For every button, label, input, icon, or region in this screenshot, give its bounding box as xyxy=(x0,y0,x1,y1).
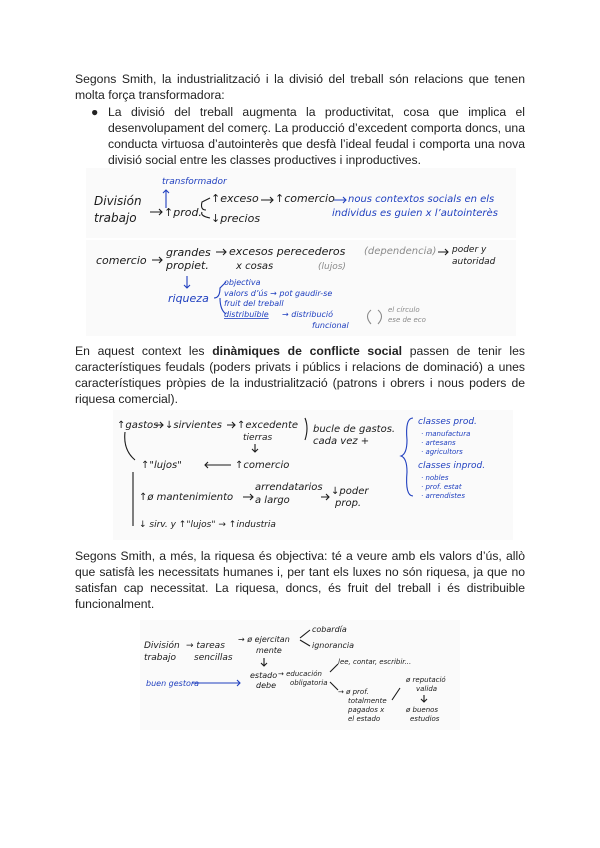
note4-buenos: ø buenos xyxy=(406,706,439,714)
note-poder: poder y xyxy=(452,245,487,255)
note-grandes: grandes xyxy=(166,246,211,259)
note4-sencillas: sencillas xyxy=(194,653,233,663)
note-cosas: x cosas xyxy=(236,261,274,272)
note-eco: ese de eco xyxy=(388,316,426,324)
note-agricultors: · agricultors xyxy=(421,448,463,456)
conflict-text-start: En aquest context les xyxy=(75,344,213,358)
note4-obligatoria: obligatoria xyxy=(290,679,328,687)
note-funcional: funcional xyxy=(312,321,349,330)
note-comercio-2: comercio xyxy=(96,254,147,267)
note4-reputacio: ø reputació xyxy=(406,676,446,684)
note4-debe: debe xyxy=(256,681,276,690)
note-gastos: ↑gastos xyxy=(117,420,159,431)
bullet-marker: ● xyxy=(91,105,99,119)
note-comercio-3: ↑comercio xyxy=(235,460,290,471)
note-trabajo: trabajo xyxy=(94,211,137,225)
note4-educacion: → educación xyxy=(278,670,322,678)
handwritten-note-division-trabajo xyxy=(86,168,516,238)
note-largo: a largo xyxy=(255,495,290,506)
note4-valida: valida xyxy=(416,685,438,693)
note-propiet: propiet. xyxy=(166,259,209,272)
note-manufactura: · manufactura xyxy=(421,430,471,438)
intro-paragraph: Segons Smith, la industrialització i la divisió del treball són relacions que tenen molta força transformadora: xyxy=(75,72,525,102)
note4-prof: → ø prof. xyxy=(338,688,369,696)
note-autoridad: autoridad xyxy=(452,257,496,267)
note-individus: individus es guien x l’autointerès xyxy=(332,208,498,219)
note4-division: División xyxy=(144,641,180,651)
riquesa-paragraph: Segons Smith, a més, la riquesa és objectiva: té a veure amb els valors d’ús, allò que satisfà les necessitats humanes i, per tant els luxes no són riquesa, ja que no satisfan cap necessitat. La riquesa, doncs, és fruit del treball i és distribuible funcionalment. xyxy=(75,549,525,611)
note4-estado: estado xyxy=(250,671,278,680)
note-nobles: · nobles xyxy=(421,474,449,482)
note-dependencia: (dependencia) xyxy=(364,246,437,257)
note-nous-contextos: nous contextos socials en els xyxy=(348,194,495,205)
conflict-bold-term: dinàmiques de conflicte social xyxy=(212,344,402,358)
note-valors: valors d’ús → pot gaudir-se xyxy=(224,289,333,298)
conflict-text-end: passen de tenir les característiques feudals (poders privats i públics i relacions de dominació) a unes característiques pròpies de la industrialització (patrons i obrers i nous poders de riquesa comercial). xyxy=(75,344,525,406)
bullet-list xyxy=(75,104,525,168)
handwritten-note-division-tareas xyxy=(140,620,460,730)
note4-trabajo: trabajo xyxy=(144,653,176,663)
note-comercio: ↑comercio xyxy=(275,192,335,205)
note-circulo: el círculo xyxy=(388,306,420,314)
note-fruit: fruit del treball xyxy=(224,299,284,308)
note-sirvientes: ↓sirvientes xyxy=(165,420,222,431)
note-distribucio: → distribució xyxy=(282,310,334,319)
note-poder-3: ↓poder xyxy=(331,486,369,497)
note4-ejercitan: → ø ejercitan xyxy=(238,635,290,644)
note-arrendistes: · arrendistes xyxy=(421,492,465,500)
note-lujos: (lujos) xyxy=(318,262,346,272)
note4-pagados: pagados x xyxy=(348,706,385,714)
note4-cobardia: cobardía xyxy=(312,625,347,634)
note-objectiva: objectiva xyxy=(224,278,261,287)
note-exceso: ↑exceso xyxy=(211,192,259,205)
note-distribuible: distribuïble xyxy=(224,310,269,319)
note-classes-inprod: classes inprod. xyxy=(418,461,486,471)
note-arrendatarios: arrendatarios xyxy=(255,482,323,493)
bullet-text: La divisió del treball augmenta la productivitat, cosa que implica el desenvolupament del comerç. La producció d’excedent comporta doncs, una conducta virtuosa d’autointerès que desfà l’ideal feudal i comporta una nova divisió social entre les classes productives i inproductives. xyxy=(108,105,525,167)
note4-mente: mente xyxy=(256,646,282,655)
note-tierras: tierras xyxy=(243,433,273,443)
note4-buen-gestora: buen gestora xyxy=(146,679,200,688)
note-prod: ↑prod. xyxy=(164,206,202,219)
note-artesans: · artesans xyxy=(421,439,456,447)
note-bucle: bucle de gastos. xyxy=(313,424,396,435)
note4-estudios: estudios xyxy=(410,715,440,723)
note-division: División xyxy=(94,194,142,208)
note4-totalmente: totalmente xyxy=(348,697,387,705)
note4-ignorancia: ignorancia xyxy=(312,641,355,650)
note4-lee: lee, contar, escribir... xyxy=(338,658,412,666)
note-precios: ↓precios xyxy=(211,212,261,225)
handwritten-note-comercio xyxy=(86,240,516,336)
handwritten-note-gastos xyxy=(113,410,513,540)
note-excedente: ↑excedente xyxy=(237,420,299,431)
note-classes-prod: classes prod. xyxy=(418,417,477,427)
note-lujos-3: ↑"lujos" xyxy=(141,460,182,471)
note-prof-estat: · prof. estat xyxy=(421,483,462,491)
note4-el-estado: el estado xyxy=(348,715,381,723)
list-item xyxy=(75,104,525,168)
note-mantenimiento: ↑ø mantenimiento xyxy=(139,492,234,503)
conflict-paragraph xyxy=(75,343,525,407)
note-riqueza: riqueza xyxy=(168,292,209,305)
note-sirv-industria: ↓ sirv. y ↑"lujos" → ↑industria xyxy=(139,520,276,530)
note4-tareas: → tareas xyxy=(186,641,225,651)
note-excesos: excesos perecederos xyxy=(229,245,346,258)
note-cada-vez: cada vez + xyxy=(313,436,370,447)
note-prop: prop. xyxy=(335,498,362,509)
note-transformador: transformador xyxy=(162,177,227,187)
